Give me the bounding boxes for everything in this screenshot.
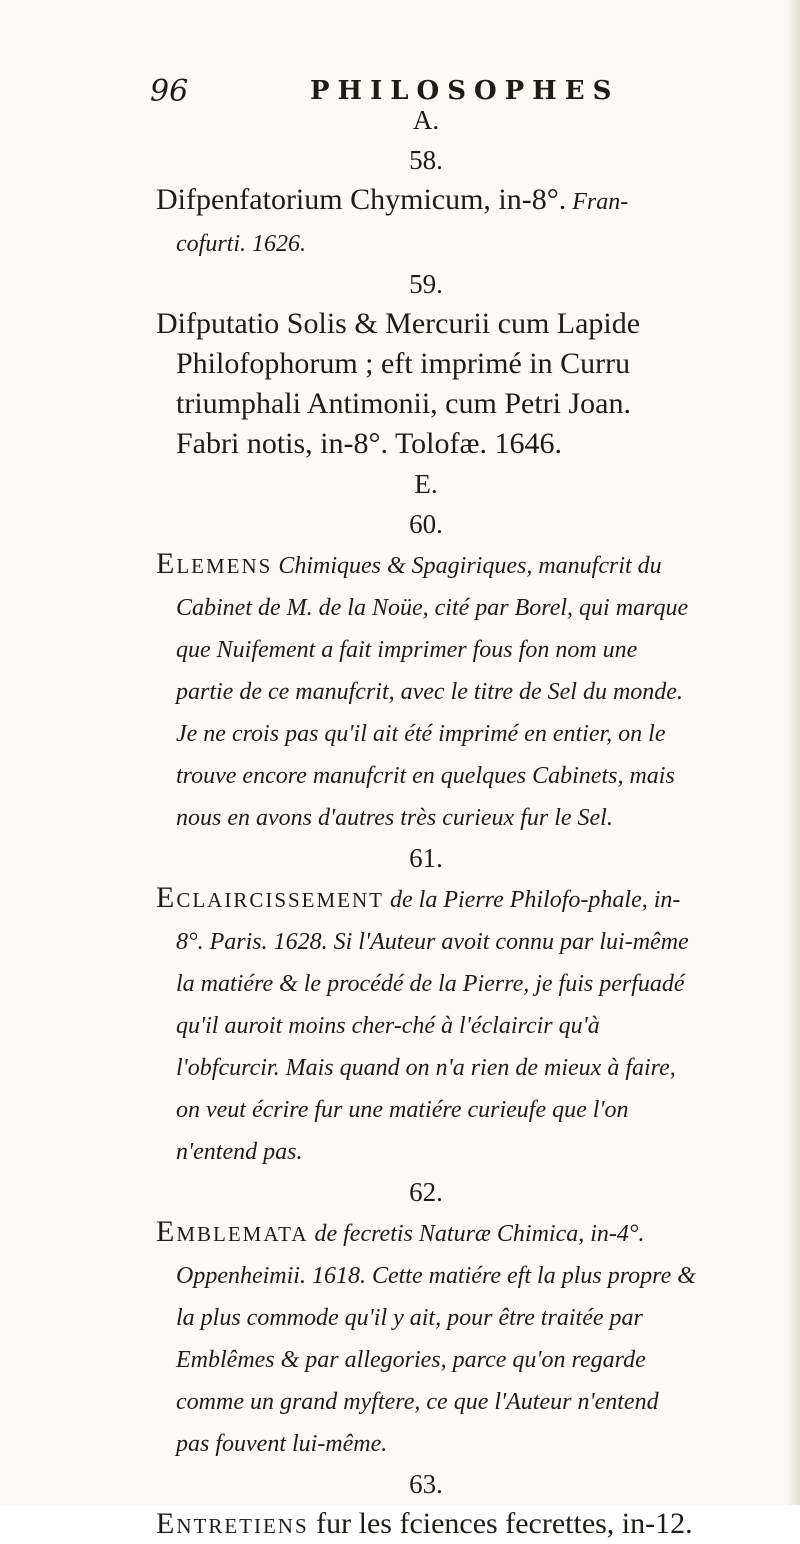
page-number: 96: [150, 74, 189, 109]
entry: [156, 544, 696, 838]
section-letter: E.: [414, 469, 438, 499]
entry-rest: Fran-cofurti. 1626.: [176, 189, 629, 257]
entry-lead: Difpenfatorium Chymicum, in-8°.: [156, 183, 567, 216]
entry-lead: Difputatio Solis & Mercurii cum Lapide Philofophorum ;: [156, 307, 641, 380]
entry-lead: Eclaircissement: [156, 881, 385, 914]
entry-lead: Entretiens: [156, 1507, 309, 1540]
entry-number: 63.: [409, 1469, 443, 1499]
entry: [156, 1212, 696, 1464]
entry-number: 62.: [409, 1177, 443, 1207]
entry-rest: Chimiques & Spagiriques, manufcrit du Cabinet de M. de la Noüe, cité par Borel, qui marque que Nuifement a fait imprimer fous fon nom une partie de ce manufcrit, avec le titre de Sel du monde. Je ne crois pas qu'il ait été imprimé en entier, on le trouve encore manufcrit en quelques Cabinets, mais nous en avons d'autres très curieux fur le Sel.: [176, 553, 689, 831]
page-edge-shadow: [786, 0, 800, 1505]
entry-lead: Elemens: [156, 547, 273, 580]
entry: [156, 878, 696, 1172]
entry-rest: de la Pierre Philofo-phale, in-8°. Paris. 1628. Si l'Auteur avoit connu par lui-même la matiére & le procédé de la Pierre, je fuis perfuadé qu'il auroit moins cher-ché à l'éclaircir qu'à l'obfcurcir. Mais quand on n'a rien de mieux à faire, on veut écrire fur une matiére curieufe que l'on n'entend pas.: [176, 887, 689, 1165]
entry-number: 59.: [409, 269, 443, 299]
entry-number: 60.: [409, 509, 443, 539]
running-title: PHILOSOPHES: [310, 76, 620, 106]
entry-number: 58.: [409, 145, 443, 175]
entry: [156, 1504, 696, 1544]
section-letter: A.: [412, 105, 440, 135]
entry-rest: de fecretis Naturæ Chimica, in-4°. Oppenheimii. 1618. Cette matiére eft la plus propre & la plus commode qu'il y ait, pour être traitée par Emblêmes & par allegories, parce qu'on regarde comme un grand myftere, ce que l'Auteur n'entend pas fouvent lui-même.: [176, 1221, 696, 1457]
entry-lead: Emblemata: [156, 1215, 309, 1248]
entry: [156, 180, 696, 264]
entry: [156, 304, 696, 464]
entry-number: 61.: [409, 843, 443, 873]
entry-rest: fur les fciences fecrettes, in-12.: [308, 1507, 693, 1540]
page-body: [156, 100, 696, 1544]
entry-rest: eft imprimé in Curru triumphali Antimonii, cum Petri Joan. Fabri notis, in-8°. Tolofæ. 1646.: [176, 347, 631, 460]
